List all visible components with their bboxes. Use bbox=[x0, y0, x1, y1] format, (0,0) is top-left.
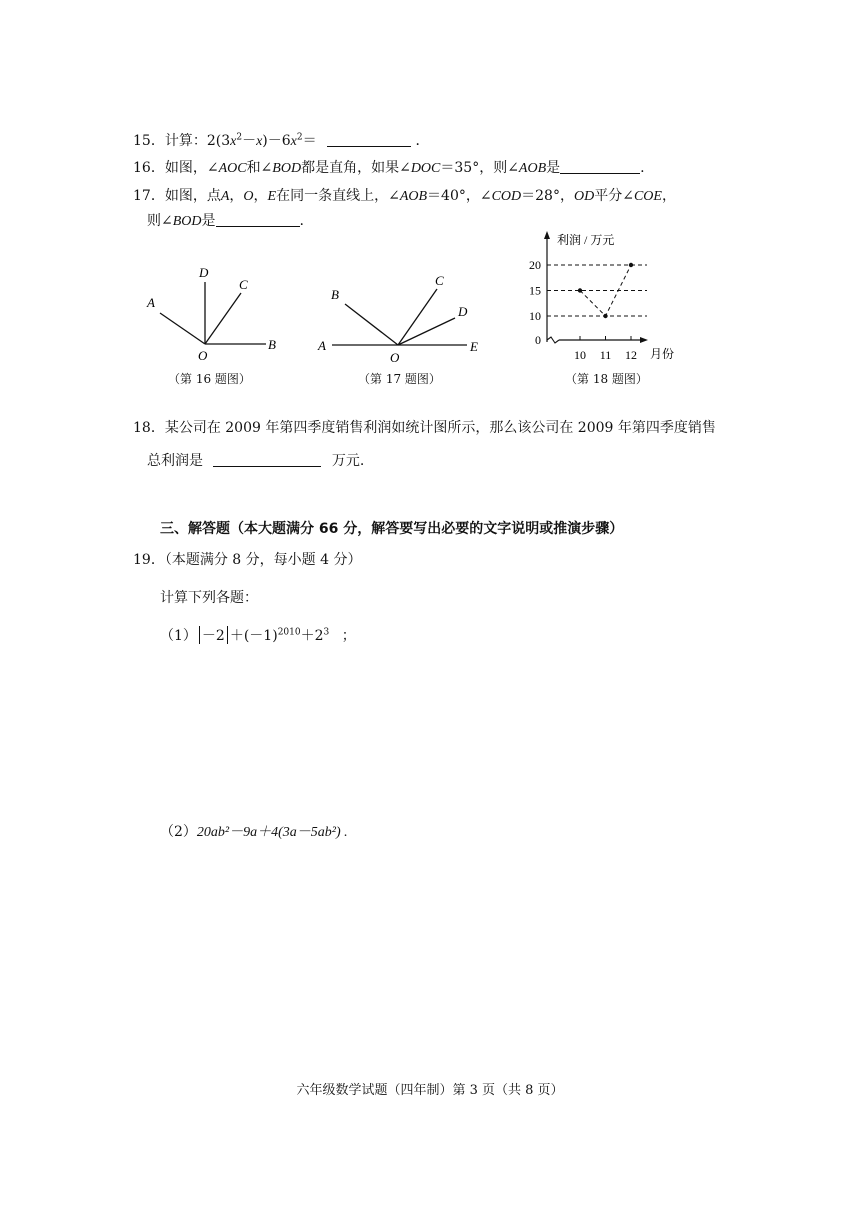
figure-18-chart bbox=[515, 228, 705, 368]
answer-blank-15[interactable] bbox=[327, 132, 411, 147]
question-18: 18．某公司在 2009 年第四季度销售利润如统计图所示，那么该公司在 2009 年第四季度销售 bbox=[133, 420, 716, 436]
label-C: C bbox=[435, 273, 444, 288]
x-axis-label: 月份 bbox=[650, 347, 675, 361]
y-tick-label-10: 10 bbox=[529, 309, 541, 323]
figure-17-caption: （第 17 题图） bbox=[358, 372, 441, 386]
figure-17-diagram bbox=[312, 266, 492, 366]
figure-16-caption: （第 16 题图） bbox=[168, 372, 251, 386]
x-tick-label-10: 10 bbox=[574, 348, 586, 362]
ray-OC bbox=[398, 289, 437, 345]
answer-blank-16[interactable] bbox=[560, 159, 640, 174]
data-point-12 bbox=[629, 263, 633, 267]
answer-blank-18[interactable] bbox=[213, 452, 321, 467]
ray-OB bbox=[345, 304, 398, 345]
label-A: A bbox=[318, 338, 326, 353]
question-17-line2: 则∠BOD是 . bbox=[147, 213, 304, 229]
label-B: B bbox=[268, 337, 276, 352]
question-15: 15．计算：$2(3x^2-x)-6x^2=$ ． bbox=[133, 132, 430, 149]
y-axis-arrow bbox=[544, 231, 550, 239]
question-19-part-1: $(1) -2 +(-1)^{2010}+2^3$ ； bbox=[160, 627, 356, 644]
label-C: C bbox=[239, 277, 248, 292]
x-tick-label-12: 12 bbox=[625, 348, 637, 362]
label-O: O bbox=[198, 348, 208, 362]
ray-OC bbox=[205, 293, 241, 344]
figure-16-diagram bbox=[140, 262, 290, 362]
question-17: 17．如图，点A，O，E在同一条直线上，∠AOB＝40°，∠COD＝28°，OD平分∠COE， bbox=[133, 188, 676, 204]
label-O: O bbox=[390, 350, 400, 365]
question-16: 16．如图，∠AOC和∠BOD都是直角，如果∠DOC＝35°，则∠AOB是 . bbox=[133, 160, 645, 176]
y-tick-label-0: 0 bbox=[535, 333, 541, 347]
label-E: E bbox=[470, 339, 478, 354]
data-point-10 bbox=[578, 288, 582, 292]
label-D: D bbox=[458, 304, 468, 319]
question-19-instruction: 计算下列各题： bbox=[160, 590, 258, 606]
abs-bar-left bbox=[199, 626, 200, 644]
ray-OA bbox=[160, 313, 205, 344]
data-point-11 bbox=[603, 314, 607, 318]
question-19: 19．（本题满分 8 分，每小题 4 分） bbox=[133, 552, 362, 568]
answer-blank-17[interactable] bbox=[216, 212, 300, 227]
question-18-line2: 总利润是 万元. bbox=[147, 453, 365, 469]
x-tick-label-11: 11 bbox=[599, 348, 612, 362]
page-footer: 六年级数学试题（四年制）第 3 页（共 8 页） bbox=[296, 1083, 564, 1098]
label-A: A bbox=[147, 295, 155, 310]
axis-break-mark bbox=[547, 337, 559, 343]
figure-18-caption: （第 18 题图） bbox=[565, 372, 648, 386]
abs-bar-right bbox=[227, 626, 228, 644]
y-tick-label-15: 15 bbox=[529, 283, 541, 298]
question-19-part-2: （2）20ab²－9a＋4(3a－5ab²) . bbox=[160, 824, 348, 840]
y-tick-label-20: 20 bbox=[529, 258, 541, 272]
section-3-title: 三、解答题（本大题满分 66 分，解答要写出必要的文字说明或推演步骤） bbox=[160, 521, 624, 537]
label-B: B bbox=[331, 287, 339, 302]
label-D: D bbox=[199, 265, 209, 280]
ray-OD bbox=[398, 318, 455, 345]
x-axis-arrow bbox=[640, 337, 648, 343]
y-axis-label: 利润 / 万元 bbox=[557, 233, 615, 247]
